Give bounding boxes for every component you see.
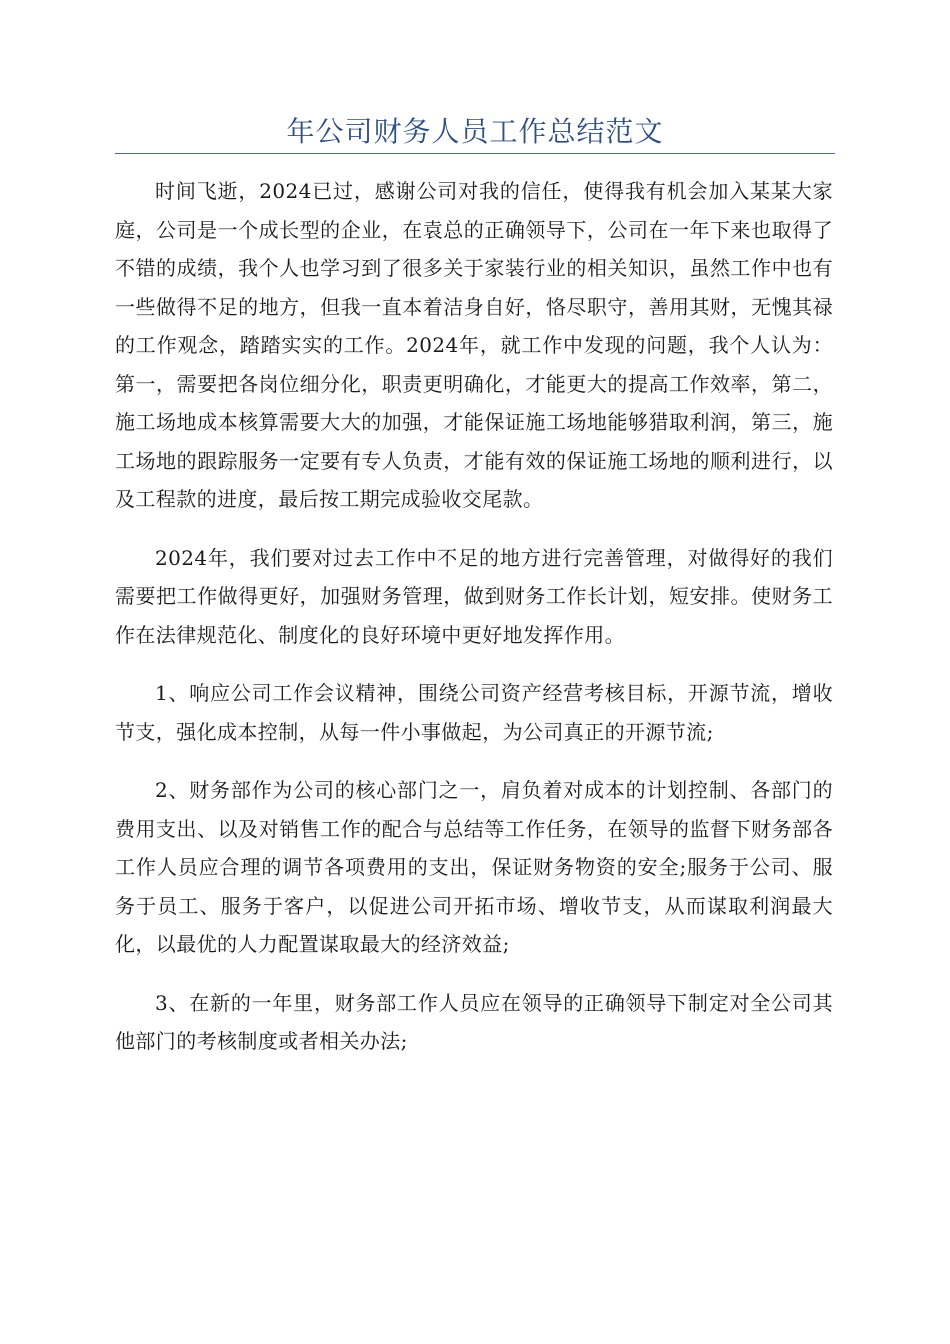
- paragraph-item-1: 1、响应公司工作会议精神，围绕公司资产经营考核目标，开源节流，增收节支，强化成本控制，从每一件小事做起，为公司真正的开源节流;: [115, 681, 833, 744]
- document-body: [115, 172, 833, 1081]
- paragraph-item-2: 2、财务部作为公司的核心部门之一，肩负着对成本的计划控制、各部门的费用支出、以及对销售工作的配合与总结等工作任务，在领导的监督下财务部各工作人员应合理的调节各项费用的支出，保证财务物资的安全;服务于公司、服务于员工、服务于客户，以促进公司开拓市场、增收节支，从而谋取利润最大化，以最优的人力配置谋取最大的经济效益;: [115, 778, 833, 956]
- document-title: 年公司财务人员工作总结范文: [286, 115, 664, 148]
- paragraph-intro: 时间飞逝，2024已过，感谢公司对我的信任，使得我有机会加入某某大家庭，公司是一个成长型的企业，在袁总的正确领导下，公司在一年下来也取得了不错的成绩，我个人也学习到了很多关于家装行业的相关知识，虽然工作中也有一些做得不足的地方，但我一直本着洁身自好，恪尽职守，善用其财，无愧其禄的工作观念，踏踏实实的工作。2024年，就工作中发现的问题，我个人认为：第一，需要把各岗位细分化，职责更明确化，才能更大的提高工作效率，第二，施工场地成本核算需要大大的加强，才能保证施工场地能够猎取利润，第三，施工场地的跟踪服务一定要有专人负责，才能有效的保证施工场地的顺利进行，以及工程款的进度，最后按工期完成验收交尾款。: [115, 179, 833, 511]
- paragraph-item-3: 3、在新的一年里，财务部工作人员应在领导的正确领导下制定对全公司其他部门的考核制度或者相关办法;: [115, 990, 833, 1053]
- title-underline: [115, 153, 835, 154]
- paragraph-plan: 2024年，我们要对过去工作中不足的地方进行完善管理，对做得好的我们需要把工作做得更好，加强财务管理，做到财务工作长计划，短安排。使财务工作在法律规范化、制度化的良好环境中更好地发挥作用。: [115, 545, 833, 647]
